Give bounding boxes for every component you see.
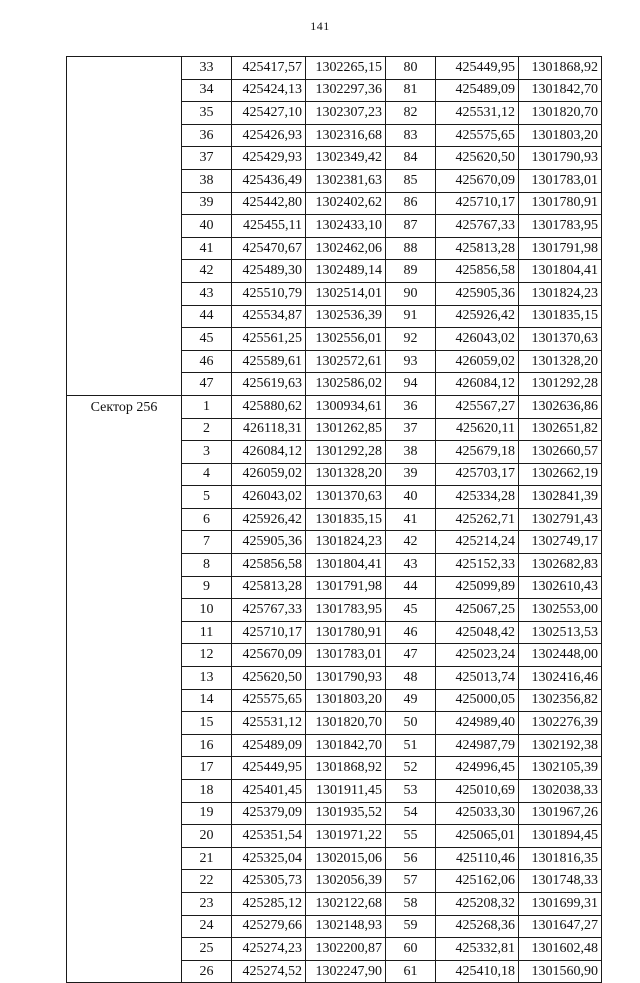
y-coordinate-left: 1301824,23	[306, 531, 386, 554]
y-coordinate-right: 1301292,28	[519, 373, 602, 396]
point-number-right: 41	[386, 508, 436, 531]
y-coordinate-left: 1302056,39	[306, 870, 386, 893]
x-coordinate-right: 425048,42	[436, 621, 519, 644]
y-coordinate-left: 1301820,70	[306, 712, 386, 735]
y-coordinate-left: 1301803,20	[306, 689, 386, 712]
x-coordinate-right: 425010,69	[436, 780, 519, 803]
x-coordinate-right: 425152,33	[436, 554, 519, 577]
x-coordinate-right: 425033,30	[436, 802, 519, 825]
point-number-right: 85	[386, 169, 436, 192]
point-number-left: 36	[182, 124, 232, 147]
point-number-right: 57	[386, 870, 436, 893]
y-coordinate-left: 1301370,63	[306, 486, 386, 509]
x-coordinate-left: 425489,30	[232, 260, 306, 283]
point-number-left: 41	[182, 237, 232, 260]
point-number-right: 43	[386, 554, 436, 577]
point-number-right: 88	[386, 237, 436, 260]
point-number-left: 9	[182, 576, 232, 599]
point-number-right: 60	[386, 938, 436, 961]
point-number-left: 19	[182, 802, 232, 825]
point-number-right: 49	[386, 689, 436, 712]
y-coordinate-right: 1301328,20	[519, 350, 602, 373]
y-coordinate-right: 1302276,39	[519, 712, 602, 735]
x-coordinate-left: 425670,09	[232, 644, 306, 667]
x-coordinate-right: 425620,50	[436, 147, 519, 170]
x-coordinate-left: 425510,79	[232, 282, 306, 305]
x-coordinate-left: 425905,36	[232, 531, 306, 554]
x-coordinate-right: 426043,02	[436, 328, 519, 351]
y-coordinate-right: 1302356,82	[519, 689, 602, 712]
point-number-left: 47	[182, 373, 232, 396]
y-coordinate-right: 1301967,26	[519, 802, 602, 825]
x-coordinate-right: 425567,27	[436, 395, 519, 418]
x-coordinate-right: 424989,40	[436, 712, 519, 735]
point-number-left: 45	[182, 328, 232, 351]
x-coordinate-right: 424996,45	[436, 757, 519, 780]
x-coordinate-left: 425325,04	[232, 847, 306, 870]
y-coordinate-right: 1301894,45	[519, 825, 602, 848]
point-number-left: 44	[182, 305, 232, 328]
point-number-right: 50	[386, 712, 436, 735]
y-coordinate-right: 1302448,00	[519, 644, 602, 667]
x-coordinate-left: 425274,52	[232, 960, 306, 983]
point-number-right: 59	[386, 915, 436, 938]
x-coordinate-right: 425410,18	[436, 960, 519, 983]
y-coordinate-right: 1302636,86	[519, 395, 602, 418]
y-coordinate-left: 1301971,22	[306, 825, 386, 848]
point-number-left: 10	[182, 599, 232, 622]
y-coordinate-left: 1302148,93	[306, 915, 386, 938]
y-coordinate-left: 1302462,06	[306, 237, 386, 260]
point-number-right: 45	[386, 599, 436, 622]
point-number-right: 36	[386, 395, 436, 418]
y-coordinate-left: 1302297,36	[306, 79, 386, 102]
y-coordinate-left: 1302200,87	[306, 938, 386, 961]
x-coordinate-right: 425214,24	[436, 531, 519, 554]
y-coordinate-right: 1301647,27	[519, 915, 602, 938]
x-coordinate-left: 425274,23	[232, 938, 306, 961]
x-coordinate-left: 425620,50	[232, 667, 306, 690]
point-number-right: 94	[386, 373, 436, 396]
x-coordinate-right: 425110,46	[436, 847, 519, 870]
x-coordinate-left: 425436,49	[232, 169, 306, 192]
y-coordinate-right: 1301824,23	[519, 282, 602, 305]
x-coordinate-right: 425449,95	[436, 57, 519, 80]
point-number-right: 92	[386, 328, 436, 351]
point-number-right: 80	[386, 57, 436, 80]
y-coordinate-left: 1302433,10	[306, 215, 386, 238]
x-coordinate-left: 425285,12	[232, 892, 306, 915]
x-coordinate-right: 425332,81	[436, 938, 519, 961]
y-coordinate-left: 1301292,28	[306, 441, 386, 464]
point-number-left: 1	[182, 395, 232, 418]
y-coordinate-left: 1301790,93	[306, 667, 386, 690]
point-number-right: 89	[386, 260, 436, 283]
x-coordinate-right: 425531,12	[436, 102, 519, 125]
point-number-left: 18	[182, 780, 232, 803]
point-number-left: 17	[182, 757, 232, 780]
point-number-right: 56	[386, 847, 436, 870]
y-coordinate-right: 1301804,41	[519, 260, 602, 283]
point-number-right: 39	[386, 463, 436, 486]
point-number-left: 33	[182, 57, 232, 80]
point-number-right: 37	[386, 418, 436, 441]
x-coordinate-right: 425856,58	[436, 260, 519, 283]
y-coordinate-right: 1302749,17	[519, 531, 602, 554]
x-coordinate-right: 425067,25	[436, 599, 519, 622]
y-coordinate-left: 1300934,61	[306, 395, 386, 418]
y-coordinate-right: 1301791,98	[519, 237, 602, 260]
y-coordinate-right: 1301816,35	[519, 847, 602, 870]
y-coordinate-left: 1301935,52	[306, 802, 386, 825]
x-coordinate-left: 425589,61	[232, 350, 306, 373]
y-coordinate-left: 1301262,85	[306, 418, 386, 441]
y-coordinate-left: 1302572,61	[306, 350, 386, 373]
y-coordinate-right: 1302105,39	[519, 757, 602, 780]
x-coordinate-right: 425099,89	[436, 576, 519, 599]
point-number-left: 15	[182, 712, 232, 735]
x-coordinate-right: 425679,18	[436, 441, 519, 464]
x-coordinate-right: 425065,01	[436, 825, 519, 848]
point-number-left: 40	[182, 215, 232, 238]
y-coordinate-right: 1301835,15	[519, 305, 602, 328]
y-coordinate-left: 1302122,68	[306, 892, 386, 915]
y-coordinate-right: 1302660,57	[519, 441, 602, 464]
y-coordinate-right: 1301560,90	[519, 960, 602, 983]
point-number-right: 83	[386, 124, 436, 147]
point-number-right: 38	[386, 441, 436, 464]
y-coordinate-right: 1302513,53	[519, 621, 602, 644]
point-number-left: 22	[182, 870, 232, 893]
point-number-left: 11	[182, 621, 232, 644]
x-coordinate-left: 425813,28	[232, 576, 306, 599]
y-coordinate-right: 1301780,91	[519, 192, 602, 215]
x-coordinate-left: 425531,12	[232, 712, 306, 735]
point-number-right: 81	[386, 79, 436, 102]
x-coordinate-left: 426043,02	[232, 486, 306, 509]
y-coordinate-right: 1301602,48	[519, 938, 602, 961]
x-coordinate-left: 425279,66	[232, 915, 306, 938]
point-number-left: 4	[182, 463, 232, 486]
point-number-right: 82	[386, 102, 436, 125]
x-coordinate-left: 425426,93	[232, 124, 306, 147]
y-coordinate-right: 1301699,31	[519, 892, 602, 915]
x-coordinate-right: 425000,05	[436, 689, 519, 712]
point-number-left: 39	[182, 192, 232, 215]
x-coordinate-left: 425619,63	[232, 373, 306, 396]
x-coordinate-right: 425334,28	[436, 486, 519, 509]
x-coordinate-right: 425262,71	[436, 508, 519, 531]
y-coordinate-left: 1302489,14	[306, 260, 386, 283]
y-coordinate-left: 1302247,90	[306, 960, 386, 983]
x-coordinate-left: 426118,31	[232, 418, 306, 441]
y-coordinate-left: 1301911,45	[306, 780, 386, 803]
y-coordinate-right: 1302682,83	[519, 554, 602, 577]
y-coordinate-left: 1302349,42	[306, 147, 386, 170]
x-coordinate-right: 425575,65	[436, 124, 519, 147]
y-coordinate-right: 1302841,39	[519, 486, 602, 509]
point-number-left: 12	[182, 644, 232, 667]
x-coordinate-left: 425401,45	[232, 780, 306, 803]
x-coordinate-right: 425023,24	[436, 644, 519, 667]
point-number-right: 53	[386, 780, 436, 803]
point-number-right: 47	[386, 644, 436, 667]
x-coordinate-left: 425427,10	[232, 102, 306, 125]
point-number-left: 6	[182, 508, 232, 531]
x-coordinate-left: 425351,54	[232, 825, 306, 848]
point-number-right: 42	[386, 531, 436, 554]
y-coordinate-left: 1301328,20	[306, 463, 386, 486]
x-coordinate-right: 425489,09	[436, 79, 519, 102]
x-coordinate-left: 425926,42	[232, 508, 306, 531]
y-coordinate-left: 1302556,01	[306, 328, 386, 351]
point-number-left: 20	[182, 825, 232, 848]
x-coordinate-right: 425268,36	[436, 915, 519, 938]
point-number-left: 8	[182, 554, 232, 577]
y-coordinate-right: 1302038,33	[519, 780, 602, 803]
x-coordinate-left: 425449,95	[232, 757, 306, 780]
y-coordinate-left: 1302402,62	[306, 192, 386, 215]
y-coordinate-right: 1301790,93	[519, 147, 602, 170]
y-coordinate-right: 1302416,46	[519, 667, 602, 690]
x-coordinate-right: 425703,17	[436, 463, 519, 486]
sector-label	[67, 57, 182, 396]
y-coordinate-right: 1301820,70	[519, 102, 602, 125]
y-coordinate-left: 1302381,63	[306, 169, 386, 192]
x-coordinate-left: 425880,62	[232, 395, 306, 418]
x-coordinate-right: 425013,74	[436, 667, 519, 690]
point-number-left: 34	[182, 79, 232, 102]
x-coordinate-right: 425670,09	[436, 169, 519, 192]
x-coordinate-left: 426059,02	[232, 463, 306, 486]
x-coordinate-left: 425424,13	[232, 79, 306, 102]
point-number-left: 21	[182, 847, 232, 870]
x-coordinate-right: 425208,32	[436, 892, 519, 915]
x-coordinate-left: 426084,12	[232, 441, 306, 464]
coordinates-table	[66, 56, 602, 983]
point-number-right: 55	[386, 825, 436, 848]
point-number-left: 26	[182, 960, 232, 983]
point-number-left: 16	[182, 734, 232, 757]
y-coordinate-right: 1301842,70	[519, 79, 602, 102]
point-number-right: 58	[386, 892, 436, 915]
point-number-right: 44	[386, 576, 436, 599]
x-coordinate-right: 424987,79	[436, 734, 519, 757]
point-number-left: 14	[182, 689, 232, 712]
y-coordinate-left: 1301842,70	[306, 734, 386, 757]
point-number-right: 61	[386, 960, 436, 983]
point-number-right: 52	[386, 757, 436, 780]
y-coordinate-left: 1302307,23	[306, 102, 386, 125]
y-coordinate-right: 1302662,19	[519, 463, 602, 486]
point-number-left: 38	[182, 169, 232, 192]
point-number-left: 2	[182, 418, 232, 441]
point-number-left: 37	[182, 147, 232, 170]
y-coordinate-right: 1301783,01	[519, 169, 602, 192]
point-number-left: 25	[182, 938, 232, 961]
x-coordinate-right: 425620,11	[436, 418, 519, 441]
x-coordinate-left: 425575,65	[232, 689, 306, 712]
x-coordinate-left: 425561,25	[232, 328, 306, 351]
x-coordinate-left: 425429,93	[232, 147, 306, 170]
x-coordinate-left: 425767,33	[232, 599, 306, 622]
point-number-left: 13	[182, 667, 232, 690]
point-number-left: 35	[182, 102, 232, 125]
point-number-left: 42	[182, 260, 232, 283]
y-coordinate-left: 1301804,41	[306, 554, 386, 577]
point-number-right: 86	[386, 192, 436, 215]
y-coordinate-left: 1302265,15	[306, 57, 386, 80]
y-coordinate-left: 1302514,01	[306, 282, 386, 305]
x-coordinate-left: 425417,57	[232, 57, 306, 80]
page-number: 141	[310, 19, 330, 33]
x-coordinate-right: 426084,12	[436, 373, 519, 396]
point-number-right: 91	[386, 305, 436, 328]
x-coordinate-left: 425856,58	[232, 554, 306, 577]
x-coordinate-right: 425926,42	[436, 305, 519, 328]
x-coordinate-right: 425905,36	[436, 282, 519, 305]
point-number-right: 87	[386, 215, 436, 238]
y-coordinate-left: 1302586,02	[306, 373, 386, 396]
x-coordinate-right: 425162,06	[436, 870, 519, 893]
point-number-right: 84	[386, 147, 436, 170]
y-coordinate-left: 1301791,98	[306, 576, 386, 599]
point-number-left: 3	[182, 441, 232, 464]
x-coordinate-left: 425379,09	[232, 802, 306, 825]
point-number-left: 7	[182, 531, 232, 554]
y-coordinate-right: 1302651,82	[519, 418, 602, 441]
x-coordinate-left: 425534,87	[232, 305, 306, 328]
y-coordinate-right: 1302192,38	[519, 734, 602, 757]
point-number-left: 43	[182, 282, 232, 305]
point-number-right: 93	[386, 350, 436, 373]
point-number-right: 48	[386, 667, 436, 690]
x-coordinate-right: 426059,02	[436, 350, 519, 373]
point-number-right: 90	[386, 282, 436, 305]
point-number-left: 23	[182, 892, 232, 915]
y-coordinate-left: 1302015,06	[306, 847, 386, 870]
y-coordinate-right: 1301803,20	[519, 124, 602, 147]
point-number-left: 46	[182, 350, 232, 373]
y-coordinate-right: 1301748,33	[519, 870, 602, 893]
x-coordinate-right: 425767,33	[436, 215, 519, 238]
y-coordinate-left: 1302536,39	[306, 305, 386, 328]
y-coordinate-right: 1301370,63	[519, 328, 602, 351]
x-coordinate-right: 425813,28	[436, 237, 519, 260]
y-coordinate-left: 1301868,92	[306, 757, 386, 780]
y-coordinate-left: 1301783,95	[306, 599, 386, 622]
sector-label: Сектор 256	[67, 395, 182, 982]
y-coordinate-right: 1301868,92	[519, 57, 602, 80]
y-coordinate-right: 1301783,95	[519, 215, 602, 238]
x-coordinate-right: 425710,17	[436, 192, 519, 215]
x-coordinate-left: 425489,09	[232, 734, 306, 757]
y-coordinate-right: 1302791,43	[519, 508, 602, 531]
x-coordinate-left: 425305,73	[232, 870, 306, 893]
y-coordinate-left: 1301780,91	[306, 621, 386, 644]
x-coordinate-left: 425470,67	[232, 237, 306, 260]
y-coordinate-right: 1302553,00	[519, 599, 602, 622]
x-coordinate-left: 425710,17	[232, 621, 306, 644]
y-coordinate-left: 1301783,01	[306, 644, 386, 667]
point-number-left: 24	[182, 915, 232, 938]
x-coordinate-left: 425455,11	[232, 215, 306, 238]
point-number-right: 40	[386, 486, 436, 509]
point-number-left: 5	[182, 486, 232, 509]
point-number-right: 54	[386, 802, 436, 825]
y-coordinate-left: 1302316,68	[306, 124, 386, 147]
point-number-right: 51	[386, 734, 436, 757]
point-number-right: 46	[386, 621, 436, 644]
table-row	[67, 395, 602, 418]
coordinates-table-body	[67, 57, 602, 983]
table-row	[67, 57, 602, 80]
y-coordinate-right: 1302610,43	[519, 576, 602, 599]
x-coordinate-left: 425442,80	[232, 192, 306, 215]
y-coordinate-left: 1301835,15	[306, 508, 386, 531]
